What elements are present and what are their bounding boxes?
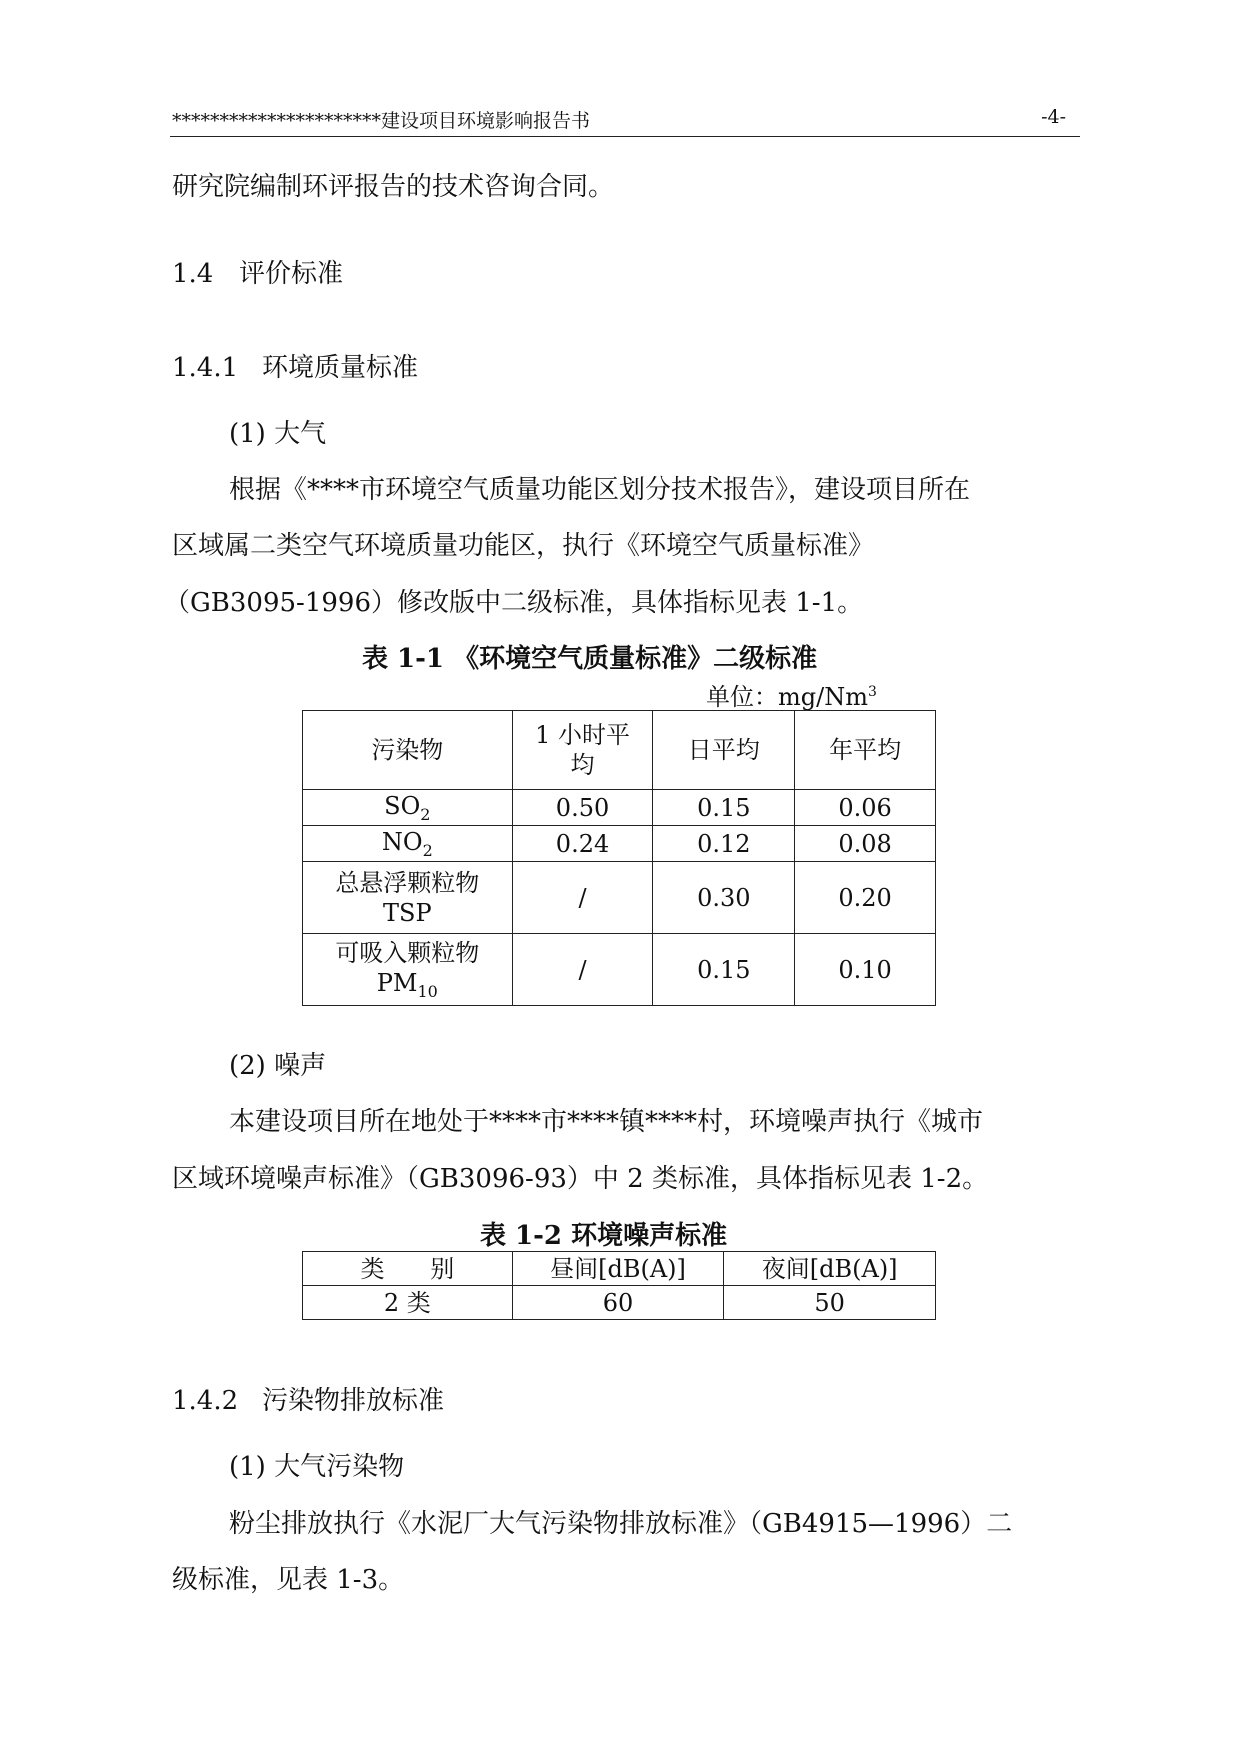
table-1-1 xyxy=(302,710,936,1006)
daytime-value: 60 xyxy=(512,1286,724,1320)
table-1-1-unit: 单位：mg/Nm$^3$ xyxy=(706,683,877,711)
year-value: 0.20 xyxy=(795,862,936,934)
section-number: 1.4 xyxy=(172,259,214,289)
header-title: **********************建设项目环境影响报告书 xyxy=(172,110,591,132)
hour-value: / xyxy=(512,934,653,1006)
year-value: 0.08 xyxy=(795,826,936,862)
intro-line: 研究院编制环评报告的技术咨询合同。 xyxy=(172,172,615,202)
section-1-4-1-heading xyxy=(172,347,418,384)
hour-value: 0.50 xyxy=(512,790,653,826)
year-value: 0.10 xyxy=(795,934,936,1006)
pollutant-name: $NO_2$ xyxy=(303,826,513,862)
year-value: 0.06 xyxy=(795,790,936,826)
dust-paragraph-line-1: 粉尘排放执行《水泥厂大气污染物排放标准》（GB4915—1996）二 xyxy=(229,1509,1013,1539)
subsection-air-pollutant: (1) 大气污染物 xyxy=(229,1452,405,1482)
page-number: -4- xyxy=(1041,106,1066,128)
hour-value: / xyxy=(512,862,653,934)
section-title: 评价标准 xyxy=(239,259,344,289)
section-title: 环境质量标准 xyxy=(262,353,419,383)
table-row xyxy=(303,934,936,1006)
header-category: 类 别 xyxy=(303,1252,513,1286)
header-hour-average: 1 小时平 均 xyxy=(512,711,653,790)
table-row xyxy=(303,826,936,862)
noise-paragraph-line-1: 本建设项目所在地处于****市****镇****村，环境噪声执行《城市 xyxy=(229,1107,984,1137)
subsection-air: (1) 大气 xyxy=(229,419,327,449)
air-paragraph-line-3: （GB3095-1996）修改版中二级标准，具体指标见表 1-1。 xyxy=(164,588,864,618)
day-value: 0.15 xyxy=(653,790,795,826)
table-1-2-caption: 表 1-2 环境噪声标准 xyxy=(480,1221,728,1251)
air-paragraph-line-2: 区域属二类空气环境质量功能区，执行《环境空气质量标准》 xyxy=(172,531,875,561)
table-row xyxy=(303,862,936,934)
pollutant-name: $SO_2$ xyxy=(303,790,513,826)
nighttime-value: 50 xyxy=(724,1286,936,1320)
table-1-2 xyxy=(302,1251,936,1320)
subsection-noise: (2) 噪声 xyxy=(229,1051,327,1081)
table-1-1-caption: 表 1-1 《环境空气质量标准》二级标准 xyxy=(362,644,818,674)
section-1-4-2-heading xyxy=(172,1380,444,1417)
air-paragraph-line-1: 根据《****市环境空气质量功能区划分技术报告》，建设项目所在 xyxy=(229,475,971,505)
day-value: 0.15 xyxy=(653,934,795,1006)
table-row xyxy=(303,790,936,826)
section-1-4-heading xyxy=(172,253,343,290)
header-year-average: 年平均 xyxy=(795,711,936,790)
header-pollutant: 污染物 xyxy=(303,711,513,790)
header-day-average: 日平均 xyxy=(653,711,795,790)
pollutant-name: 可吸入颗粒物 $PM_{10}$ xyxy=(303,934,513,1006)
hour-value: 0.24 xyxy=(512,826,653,862)
section-number: 1.4.1 xyxy=(172,353,239,383)
category-value: 2 类 xyxy=(303,1286,513,1320)
table-header-row xyxy=(303,1252,936,1286)
section-title: 污染物排放标准 xyxy=(262,1386,445,1416)
day-value: 0.12 xyxy=(653,826,795,862)
header-daytime: 昼间[dB(A)] xyxy=(512,1252,724,1286)
table-row xyxy=(303,1286,936,1320)
section-number: 1.4.2 xyxy=(172,1386,239,1416)
page-header xyxy=(170,104,1080,137)
header-nighttime: 夜间[dB(A)] xyxy=(724,1252,936,1286)
pollutant-name: 总悬浮颗粒物 TSP xyxy=(303,862,513,934)
dust-paragraph-line-2: 级标准，见表 1-3。 xyxy=(172,1565,405,1595)
table-header-row xyxy=(303,711,936,790)
noise-paragraph-line-2: 区域环境噪声标准》（GB3096-93）中 2 类标准，具体指标见表 1-2。 xyxy=(172,1164,989,1194)
day-value: 0.30 xyxy=(653,862,795,934)
